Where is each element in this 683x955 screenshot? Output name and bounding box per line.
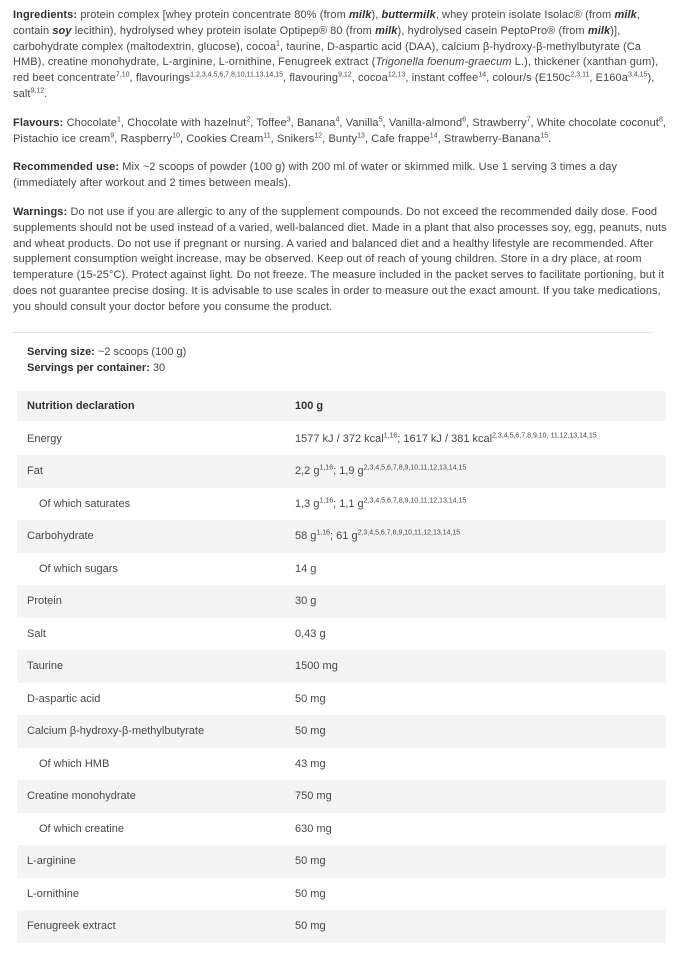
row-value: 58 $g^{1,16}$; 61 $g^{2,3,4,5,6,7,8,9,10,11,12,13,14,15}$ <box>295 529 461 543</box>
table-row <box>17 780 666 813</box>
row-label: Fenugreek extract <box>27 920 116 933</box>
nutrition-table-rows <box>17 423 666 943</box>
flavours-paragraph: Flavours: Chocolate$^1$, Chocolate with hazelnut$^2$, Toffee$^3$, Banana$^4$, Vanilla$^5$, Vanilla-almond$^6$, Strawberry$^7$, White chocolate coconut$^8$, Pistachio ice cream$^9$, Raspberry$^{10}$, Cookies Cream$^{11}$, Snikers$^{12}$, Bunty$^{13}$, Cafe frappe$^{14}$, Strawberry-Banana$^{15}$. <box>13 116 667 145</box>
row-label: Calcium β-hydroxy-β-methylbutyrate <box>27 725 205 738</box>
table-row <box>17 553 666 586</box>
table-row <box>17 520 666 553</box>
row-label: Energy <box>27 432 62 445</box>
table-row <box>17 423 666 456</box>
row-label: Taurine <box>27 660 64 673</box>
row-value: 750 mg <box>295 790 332 803</box>
serving-info-section <box>13 332 653 381</box>
serving-size-line: Serving size: ~2 scoops (100 g) <box>27 345 187 358</box>
nutrition-table-header-label: Nutrition declaration <box>27 399 135 412</box>
nutrition-table-header-row <box>17 391 666 421</box>
table-row <box>17 910 666 943</box>
row-value: 630 mg <box>295 822 332 835</box>
row-label: L-arginine <box>27 855 76 868</box>
row-value: 0,43 g <box>295 627 326 640</box>
row-label: Of which HMB <box>39 757 110 770</box>
table-row <box>17 585 666 618</box>
row-value: 1577 kJ / 372 kcal$^{1,16}$; 1617 kJ / 381 kcal$^{2,3,4,5,6,7,8,9,10, 11,12,13,14,15}$ <box>295 432 597 445</box>
table-row <box>17 683 666 716</box>
row-value: 50 mg <box>295 692 326 705</box>
row-label: Of which saturates <box>39 497 131 510</box>
nutrition-table-header-amount: 100 g <box>295 399 324 412</box>
row-value: 50 mg <box>295 887 326 900</box>
row-value: 43 mg <box>295 757 326 770</box>
row-label: Protein <box>27 595 62 608</box>
row-label: Carbohydrate <box>27 530 94 543</box>
row-label: D-aspartic acid <box>27 692 101 705</box>
row-value: 50 mg <box>295 855 326 868</box>
table-row <box>17 618 666 651</box>
row-value: 2,2 $g^{1,16}$; 1,9 $g^{2,3,4,5,6,7,8,9,10,11,12,13,14,15}$ <box>295 464 467 478</box>
servings-per-container-line: Servings per container: 30 <box>27 362 166 375</box>
table-row <box>17 813 666 846</box>
table-row <box>17 715 666 748</box>
row-value: 1,3 $g^{1,16}$; 1,1 $g^{2,3,4,5,6,7,8,9,10,11,12,13,14,15}$ <box>295 497 467 510</box>
table-row <box>17 878 666 911</box>
table-row <box>17 455 666 488</box>
recommended-use-paragraph: Recommended use: Mix ~2 scoops of powder (100 g) with 200 ml of water or skimmed milk. Use 1 serving 3 times a day (immediately after workout and 2 times between meals). <box>13 161 618 190</box>
table-row <box>17 748 666 781</box>
row-label: Salt <box>27 627 46 640</box>
row-label: Of which creatine <box>39 822 124 835</box>
row-label: Of which sugars <box>39 562 118 575</box>
table-row <box>17 845 666 878</box>
row-value: 50 mg <box>295 725 326 738</box>
row-label: L-ornithine <box>27 887 79 900</box>
row-label: Fat <box>27 465 43 478</box>
ingredients-paragraph: Ingredients: protein complex [whey protein concentrate 80% (from milk), buttermilk, whey protein isolate Isolac® (from milk, contain soy lecithin), hydrolysed whey protein isolate Optipep® 80 (from milk), hydrolysed casein PeptoPro® (from milk)], carbohydrate complex (maltodextrin, glucose), cocoa$^1$, taurine, D-aspartic acid (DAA), calcium β-hydroxy-β-methylbutyrate (Ca HMB), creatine monohydrate, L-arginine, L-ornithine, Fenugreek extract (Trigonella foenum-graecum L.), thickener (xanthan gum), red beet concentrate$^{7,10}$, flavourings$^{1,2,3,4,5,6,7,8,10,11,13,14,15}$, flavouring$^{9,12}$, cocoa$^{12,13}$, instant coffee$^{14}$, colour/s ($E150c^{2,3,11}$, $E160a^{3,4,15}$), salt$^{9,12}$. <box>13 9 659 100</box>
row-value: 1500 mg <box>295 660 338 673</box>
row-value: 30 g <box>295 595 317 608</box>
row-label: Creatine monohydrate <box>27 790 136 803</box>
row-value: 14 g <box>295 562 317 575</box>
table-row <box>17 650 666 683</box>
table-row <box>17 488 666 521</box>
nutrition-table <box>17 391 666 943</box>
warnings-paragraph: Warnings: Do not use if you are allergic to any of the supplement compounds. Do not exceed the recommended daily dose. Food supplements should not be used instead of a varied, well-balanced diet. Made in a plant that also processes soy, egg, peanuts, nuts and wheat products. Do not use if pregnant or nursing. A varied and balanced diet and a healthy lifestyle are recommended. After supplement consumption weight increase, may be observed. Keep out of reach of young children. Store in a dry place, at room temperature (15-25°C). Protect against light. Do not freeze. The measure included in the packet serves to facilitate portioning, but it does not guarantee precise dosing. It is advisable to use scales in order to measure out the exact amount. If you take medications, you should consult your doctor before you consume the product. <box>13 205 667 313</box>
row-value: 50 mg <box>295 920 326 933</box>
